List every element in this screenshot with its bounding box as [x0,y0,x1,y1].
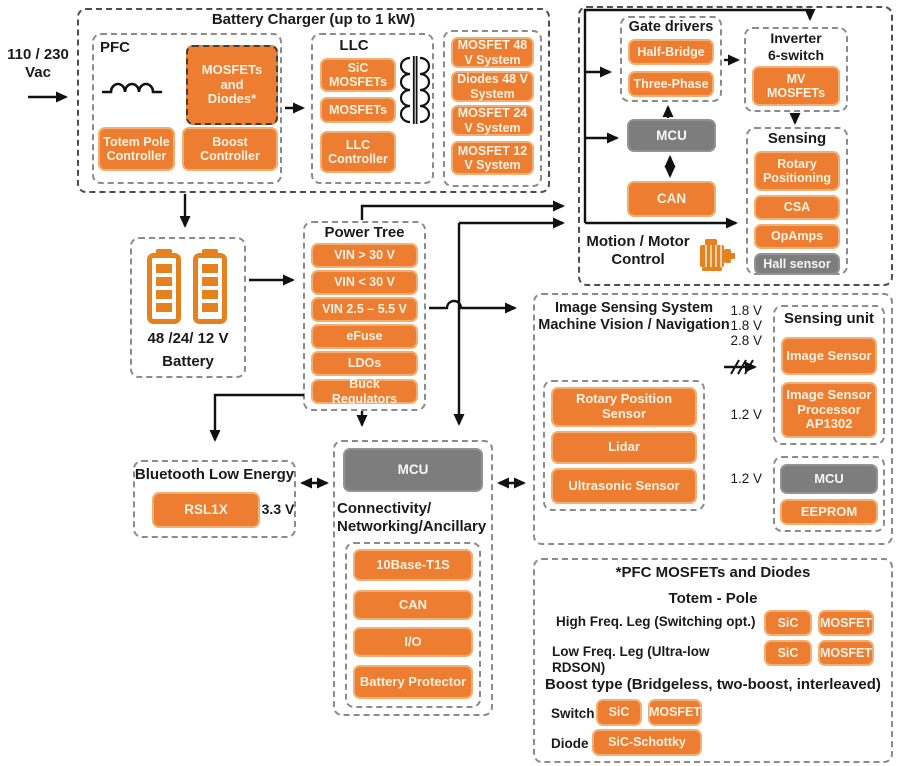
opamps-block: OpAmps [754,224,840,249]
half-bridge-block: Half-Bridge [628,39,714,65]
motor-can-block: CAN [627,181,716,217]
ultrasonic-sensor-block: Ultrasonic Sensor [551,468,697,504]
ac-input-label [0,46,76,82]
motor-control-label-line1: Motion / Motor [586,233,690,250]
image-sensing-title-line2: Machine Vision / Navigation [538,317,730,334]
lidar-block: Lidar [551,431,697,464]
inductor-icon [102,70,164,101]
sensing-unit-title: Sensing unit [784,310,874,327]
totem-pole-title: Totem - Pole [668,590,758,607]
totem-pole-controller-block: Totem Pole Controller [98,127,175,171]
pfc-legend-title: *PFC MOSFETs and Diodes [615,564,811,581]
arrow-powertree-to-motor [362,206,563,220]
output-block-mosfet-24v: MOSFET 24 V System [451,105,534,136]
rail-label-1: 1.8 V [730,303,762,318]
rail-label-3: 2.8 V [730,333,762,348]
image-sensing-title-line1: Image Sensing System [555,300,713,316]
output-block-diodes-48v: Diodes 48 V System [451,71,534,102]
eeprom-block: EEPROM [780,499,878,525]
motor-control-label-line2: Control [611,251,665,268]
boost-controller-block: Boost Controller [182,127,278,171]
row-io: I/O [353,627,473,657]
row-battery-protector: Battery Protector [353,665,473,699]
connectivity-title-line2: Networking/Ancillary [337,518,487,535]
sic-schottky-block: SiC-Schottky [592,729,702,756]
llc-title: LLC [339,37,369,54]
power-tree-row-vin-gt-30: VIN > 30 V [311,243,418,268]
motor-control-label [578,233,698,269]
connectivity-title-line1: Connectivity/ [337,500,432,517]
motor-mcu-block: MCU [627,119,716,152]
power-tree-row-efuse: eFuse [311,324,418,349]
lf-sic-block: SiC [764,640,812,666]
switch-mosfet-block: MOSFET [648,699,702,726]
inverter-title [744,30,848,64]
rotary-positioning-block: Rotary Positioning [754,151,840,191]
low-freq-label: Low Freq. Leg (Ultra-low RDSON) [552,644,710,676]
gate-drivers-title: Gate drivers [628,19,714,35]
llc-mosfets-block: MOSFETs [320,97,396,123]
output-block-mosfet-12v: MOSFET 12 V System [451,141,534,175]
llc-sic-mosfets-block: SiC MOSFETs [320,58,396,92]
image-sensing-title [533,300,735,335]
csa-block: CSA [754,195,840,220]
rail-label-2: 1.8 V [730,318,762,333]
arrow-powertree-to-imagesensing [429,301,515,308]
arrow-powertree-to-bluetooth [215,395,304,440]
three-phase-block: Three-Phase [628,71,714,97]
connectivity-title [337,500,493,536]
diode-label: Diode [551,736,589,751]
image-sensing-mcu-block: MCU [780,464,878,494]
pfc-title: PFC [100,39,130,56]
bluetooth-title: Bluetooth Low Energy [134,466,295,483]
mv-mosfets-block: MV MOSFETs [752,66,840,106]
high-freq-label: High Freq. Leg (Switching opt.) [556,614,756,629]
image-sensor-processor-block: Image Sensor Processor AP1302 [781,382,877,438]
pfc-mosfets-diodes-block: MOSFETs and Diodes* [186,45,278,125]
ac-input-line2: Vac [25,64,51,81]
hf-sic-block: SiC [764,610,812,636]
battery-label: Battery [162,353,214,370]
ac-input-line1: 110 / 230 [7,46,69,63]
power-tree-row-vin-lt-30: VIN < 30 V [311,270,418,295]
row-can: CAN [353,590,473,620]
hf-mosfet-block: MOSFET [818,610,874,636]
llc-controller-block: LLC Controller [320,131,396,173]
power-tree-row-vin-2p5: VIN 2.5 – 5.5 V [311,297,418,322]
motor-sensing-title: Sensing [767,130,827,147]
rotary-position-sensor-block: Rotary Position Sensor [551,387,697,427]
lf-mosfet-block: MOSFET [818,640,874,666]
motor-icon [697,236,737,279]
inverter-title-line2: 6-switch [767,46,824,63]
hall-sensor-block: Hall sensor [754,253,840,275]
battery-icon [147,249,231,330]
mcu-rail-label: 1.2 V [730,471,762,486]
image-sensor-block: Image Sensor [781,337,877,375]
power-tree-row-ldos: LDOs [311,351,418,376]
transformer-icon [398,54,432,131]
bluetooth-voltage: 3.3 V [261,501,295,517]
battery-voltage: 48 /24/ 12 V [147,330,229,347]
inverter-title-line1: Inverter [770,30,822,46]
output-block-mosfet-48v: MOSFET 48 V System [451,37,534,68]
rsl1x-block: RSL1X [152,492,260,528]
switch-sic-block: SiC [596,699,642,726]
power-tree-row-buck: Buck Regulators [311,379,418,404]
switch-label: Switch [551,706,595,721]
row-10base-t1s: 10Base-T1S [353,549,473,581]
battery-charger-title: Battery Charger (up to 1 kW) [211,11,416,28]
boost-type-title: Boost type (Bridgeless, two-boost, interleaved) [545,676,881,693]
connectivity-mcu-block: MCU [343,448,483,492]
isp-rail-label: 1.2 V [730,407,762,422]
power-tree-title: Power Tree [324,224,405,241]
